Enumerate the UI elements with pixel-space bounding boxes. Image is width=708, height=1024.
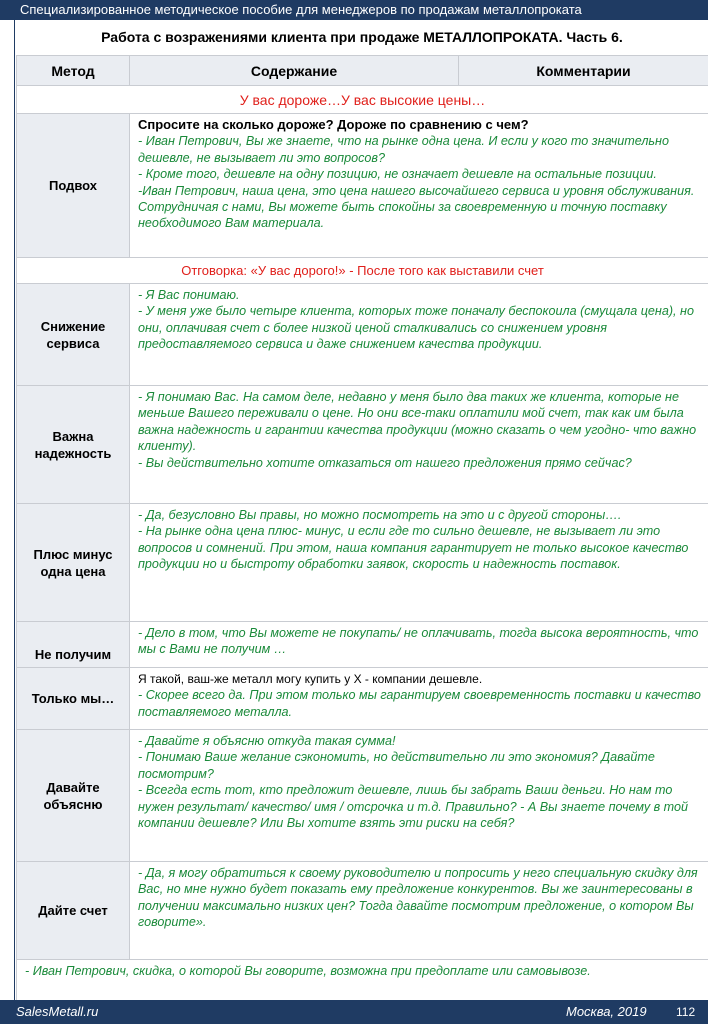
left-border-line [14, 20, 15, 1000]
table-row [17, 284, 708, 386]
column-header-content: Содержание [130, 56, 459, 86]
section-row [17, 86, 708, 114]
section-title-high-prices: У вас дороже…У вас высокие цены… [17, 86, 708, 114]
method-cell: Снижение сервиса [17, 284, 130, 386]
footer-city-year: Москва, 2019 [566, 1004, 647, 1019]
column-header-comments: Комментарии [459, 56, 708, 86]
table-row [17, 668, 708, 730]
content-cell [130, 668, 708, 730]
section-row [17, 258, 708, 284]
page-title: Работа с возражениями клиента при продаже МЕТАЛЛОПРОКАТА. Часть 6. [101, 29, 623, 45]
content-cell [130, 114, 708, 258]
document-subtitle: Специализированное методическое пособие для менеджеров по продажам металлопроката [20, 2, 582, 17]
footer-bar [0, 1000, 708, 1024]
table-row [17, 730, 708, 862]
method-cell: Плюс минус одна цена [17, 504, 130, 622]
column-header-method: Метод [17, 56, 130, 86]
table-row [17, 504, 708, 622]
answer-text: - Иван Петрович, Вы же знаете, что на рынке одна цена. И если у кого то значительно дешевле, не вызывает ли это вопросов? - Кроме того, дешевле на одну позицию, не означает дешевле на остальные позиции. -Иван Петрович, наша цена, это цена нашего высочайшего сервиса и уровня обслуживания. Сотрудничая с нами, Вы можете быть спокойны за своевременную и точную поставку необходимого Вам материала. [138, 134, 695, 231]
content-cell: - Давайте я объясню откуда такая сумма! - Понимаю Ваше желание сэкономить, но действительно ли это экономия? Давайте посмотрим? - Всегда есть тот, кто предложит дешевле, лишь бы забрать Ваши деньги. Но нам то нужен результат/ качество/ имя / отсрочка и т.д. Правильно? - А Вы знаете почему в той компании дешевле? Или Вы хотите взять эти риски на себя? [130, 730, 708, 862]
section-title-excuse: Отговорка: «У вас дорого!» - После того как выставили счет [17, 258, 708, 284]
table-row [17, 386, 708, 504]
document-subtitle-bar [0, 0, 708, 20]
method-cell: Только мы… [17, 668, 130, 730]
table-row [17, 114, 708, 258]
method-cell: Давайте объясню [17, 730, 130, 862]
objections-table [16, 55, 708, 1002]
content-cell: - Да, безусловно Вы правы, но можно посмотреть на это и с другой стороны…. - На рынке одна цена плюс- минус, и если где то сильно дешевле, не вызывает ли это вопросов и сомнений. При этом, наша компания гарантирует не только высокое качество продукции но и быстроту обработки заявок, скорость и надежность поставок. [130, 504, 708, 622]
content-cell: - Я Вас понимаю. - У меня уже было четыре клиента, которых тоже поначалу беспокоила (смущала цена), но они, оплачивая счет с более низкой ценой сталкивались со снижением уровня предоставляемого сервиса и даже снижением качества продукции. [130, 284, 708, 386]
method-cell: Не получим [17, 622, 130, 668]
question-text: Спросите на сколько дороже? Дороже по сравнению с чем? [138, 117, 529, 132]
page-number: 112 [676, 1005, 696, 1019]
answer-text: - Скорее всего да. При этом только мы гарантируем своевременность поставки и качество поставляемого металла. [138, 688, 701, 719]
closing-remark: - Иван Петрович, скидка, о которой Вы говорите, возможна при предоплате или самовывозе. [17, 960, 708, 1002]
method-cell: Подвох [17, 114, 130, 258]
method-cell: Дайте счет [17, 862, 130, 960]
table-header-row [17, 56, 708, 86]
footer-site: SalesMetall.ru [16, 1004, 99, 1019]
method-cell: Важна надежность [17, 386, 130, 504]
table-row [17, 960, 708, 1002]
content-cell: - Да, я могу обратиться к своему руководителю и попросить у него специальную скидку для Вас, но мне нужно будет показать ему предложение конкурентов. Вы же заинтересованы в получении максимально низких цен? Тогда давайте посмотрим предложение, о котором Вы говорите». [130, 862, 708, 960]
content-cell: - Дело в том, что Вы можете не покупать/ не оплачивать, тогда высока вероятность, что мы с Вами не получим … [130, 622, 708, 668]
table-row [17, 622, 708, 668]
table-row [17, 862, 708, 960]
client-remark: Я такой, ваш-же металл могу купить у Х - компании дешевле. [138, 672, 483, 686]
content-cell: - Я понимаю Вас. На самом деле, недавно у меня было два таких же клиента, которые не меньше Вашего переживали о цене. Но они все-таки оплатили мой счет, так как им была важна надежность и гарантии качества продукции (можно сказать о чем угодно- что важно клиенту). - Вы действительно хотите отказаться от нашего предложения прямо сейчас? [130, 386, 708, 504]
